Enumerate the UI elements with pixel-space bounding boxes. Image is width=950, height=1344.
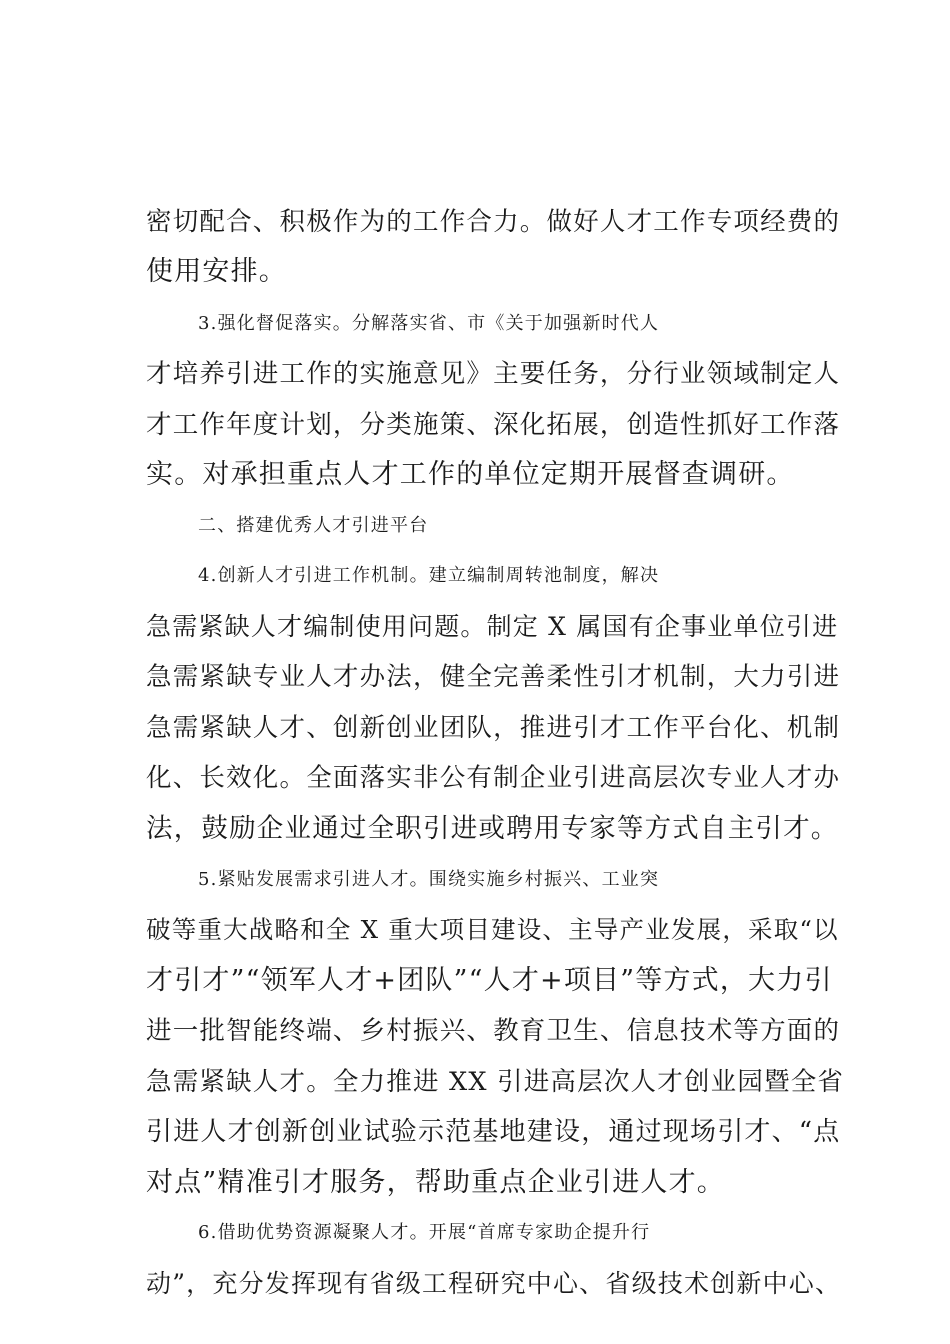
text-line: 才培养引进工作的实施意见》主要任务，分行业领域制定人 (146, 359, 841, 389)
text-line: 急需紧缺人才、创新创业团队，推进引才工作平台化、机制 (146, 713, 841, 743)
text-line: 引进人才创新创业试验示范基地建设，通过现场引才、“点 (146, 1117, 841, 1147)
section-heading: 二、搭建优秀人才引进平台 (198, 515, 429, 536)
paragraph-5-heading: 5.紧贴发展需求引进人才。围绕实施乡村振兴、工业突 (198, 869, 660, 890)
paragraph-6-heading: 6.借助优势资源凝聚人才。开展“首席专家助企提升行 (198, 1222, 651, 1243)
text-line: 进一批智能终端、乡村振兴、教育卫生、信息技术等方面的 (146, 1016, 841, 1046)
paragraph-3-heading: 3.强化督促落实。分解落实省、市《关于加强新时代人 (198, 313, 660, 334)
text-line: 对点”精准引才服务，帮助重点企业引进人才。 (146, 1167, 726, 1198)
text-line: 法，鼓励企业通过全职引进或聘用专家等方式自主引才。 (146, 813, 839, 844)
text-line: 急需紧缺人才。全力推进 XX 引进高层次人才创业园暨全省 (146, 1067, 845, 1097)
text-line: 才工作年度计划，分类施策、深化拓展，创造性抓好工作落 (146, 410, 841, 440)
text-line: 才引才”“领军人才+团队”“人才+项目”等方式，大力引 (146, 965, 833, 996)
text-line: 实。对承担重点人才工作的单位定期开展督查调研。 (146, 459, 795, 490)
text-line: 动”，充分发挥现有省级工程研究中心、省级技术创新中心、 (146, 1269, 842, 1298)
text-line: 破等重大战略和全 X 重大项目建设、主导产业发展，采取“以 (146, 915, 839, 944)
text-line: 急需紧缺专业人才办法，健全完善柔性引才机制，大力引进 (146, 662, 841, 692)
text-line: 化、长效化。全面落实非公有制企业引进高层次专业人才办 (146, 763, 841, 793)
text-line: 急需紧缺人才编制使用问题。制定 X 属国有企事业单位引进 (146, 612, 839, 641)
paragraph-4-heading: 4.创新人才引进工作机制。建立编制周转池制度，解决 (198, 565, 660, 586)
text-line: 密切配合、积极作为的工作合力。做好人才工作专项经费的 (146, 207, 841, 237)
text-line: 使用安排。 (146, 256, 287, 287)
